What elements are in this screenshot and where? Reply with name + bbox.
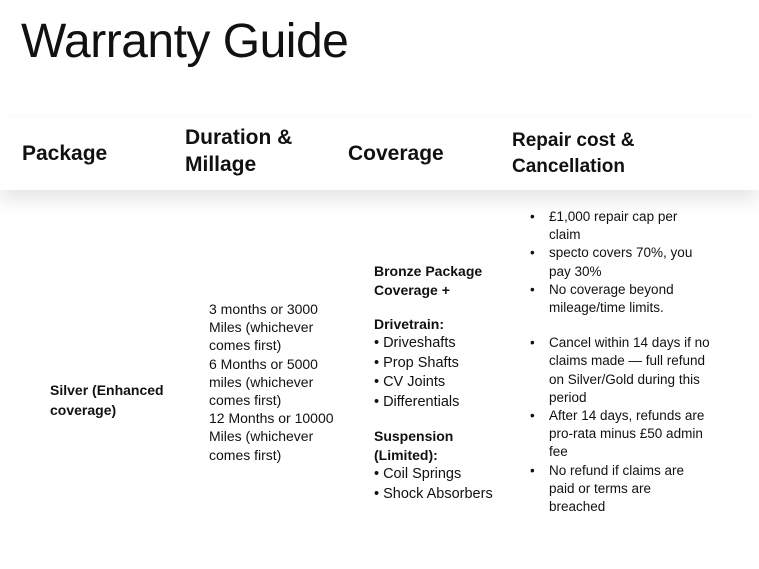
coverage-item: • Prop Shafts (374, 354, 519, 374)
repair-cost-list (530, 208, 710, 317)
repair-cell (530, 208, 710, 516)
suspension-title: Suspension (Limited): (374, 428, 454, 464)
header-duration: Duration & Millage (185, 126, 293, 176)
header-repair: Repair cost & Cancellation (512, 130, 635, 177)
coverage-item: • CV Joints (374, 373, 519, 393)
coverage-item: • Driveshafts (374, 334, 519, 354)
cancellation-item: • After 14 days, refunds are pro-rata minus £50 admin fee (530, 407, 710, 462)
coverage-item: • Shock Absorbers (374, 485, 519, 505)
duration-cell (209, 300, 349, 464)
coverage-item: • Differentials (374, 393, 519, 413)
coverage-intro: Bronze Package Coverage + (374, 263, 483, 298)
cancellation-list (530, 334, 710, 516)
cancellation-item: • No refund if claims are paid or terms are breached (530, 462, 710, 517)
page-title: Warranty Guide (21, 15, 349, 68)
duration-option: 6 Months or 5000 miles (whichever comes first) (209, 355, 318, 409)
repair-item: • £1,000 repair cap per claim (530, 208, 710, 244)
repair-item: • No coverage beyond mileage/time limits. (530, 281, 710, 317)
package-cell: Silver (Enhanced coverage) (50, 382, 164, 418)
cancellation-item: • Cancel within 14 days if no claims made — full refund on Silver/Gold during this period (530, 334, 710, 407)
header-coverage: Coverage (348, 142, 444, 165)
coverage-cell (374, 262, 519, 505)
coverage-item: • Coil Springs (374, 465, 519, 485)
duration-option: 12 Months or 10000 Miles (whichever comes first) (209, 410, 334, 463)
drivetrain-title: Drivetrain: (374, 316, 445, 332)
header-package: Package (22, 142, 108, 165)
duration-option: 3 months or 3000 Miles (whichever comes first) (209, 301, 318, 354)
repair-item: • specto covers 70%, you pay 30% (530, 244, 710, 280)
